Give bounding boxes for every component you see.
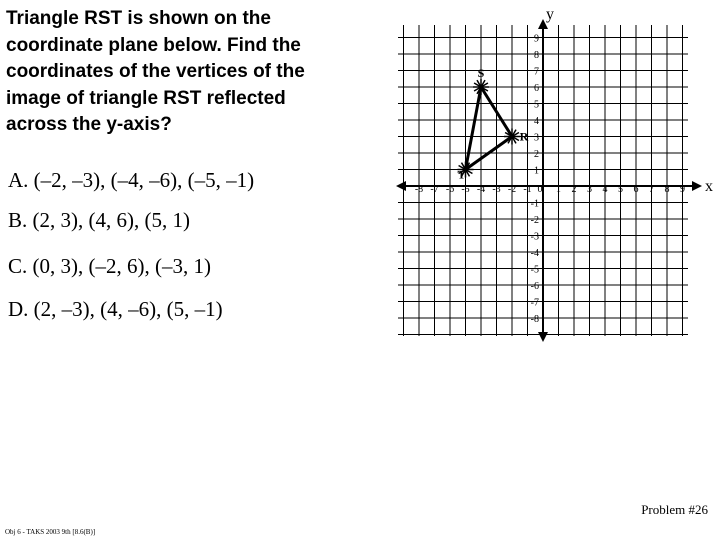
x-tick-label: 8 <box>664 184 670 195</box>
y-tick-label: -1 <box>530 198 539 210</box>
choice-b-label: B. <box>8 208 28 232</box>
x-tick-label: -7 <box>430 184 439 195</box>
x-tick-label: -5 <box>461 184 470 195</box>
x-axis-label: x <box>705 178 713 195</box>
x-tick-label: 6 <box>633 184 639 195</box>
x-tick-label: -6 <box>445 184 455 195</box>
y-tick-label: 2 <box>534 149 539 160</box>
y-tick-label: 1 <box>534 165 539 177</box>
x-tick-label: 0 <box>537 184 543 195</box>
choice-a-text: (–2, –3), (–4, –6), (–5, –1) <box>33 168 255 192</box>
y-tick-label: -8 <box>530 314 539 325</box>
y-tick-label: 7 <box>534 66 539 78</box>
y-tick-label: -3 <box>530 231 539 243</box>
triangle-outline <box>466 87 513 170</box>
x-tick-label: -8 <box>414 184 424 195</box>
question-text: Triangle RST is shown on the coordinate plane below. Find the coordinates of the vertices of the image of triangle RST reflected across the y-axis? <box>6 8 305 135</box>
x-tick-label: 1 <box>556 184 561 195</box>
vertex-label-t: T <box>457 167 466 182</box>
vertex-point-s <box>479 85 484 90</box>
vertex-label-r: R <box>519 129 529 144</box>
y-tick-label: 8 <box>534 50 539 61</box>
y-tick-label: 3 <box>534 132 539 144</box>
y-tick-label: -2 <box>530 215 539 226</box>
triangle-rst <box>457 66 528 182</box>
y-tick-label: 4 <box>534 116 539 127</box>
x-tick-label: 7 <box>649 184 654 195</box>
vertex-point-r <box>510 134 515 139</box>
y-tick-label: 5 <box>534 99 539 111</box>
x-tick-label: 3 <box>587 184 592 195</box>
x-tick-label: -3 <box>492 184 501 195</box>
x-tick-label: -2 <box>507 184 517 195</box>
tick-labels <box>415 34 685 326</box>
y-tick-label: -4 <box>530 248 539 259</box>
choice-b-text: (2, 3), (4, 6), (5, 1) <box>32 208 190 232</box>
choice-c-text: (0, 3), (–2, 6), (–3, 1) <box>32 254 211 278</box>
vertex-label-s: S <box>477 66 485 80</box>
x-axis-arrow-right <box>692 181 702 191</box>
x-tick-label: 4 <box>602 184 608 195</box>
axes <box>396 6 713 342</box>
y-tick-label: 9 <box>534 33 539 45</box>
choice-d-label: D. <box>8 297 29 321</box>
x-tick-label: 9 <box>680 184 685 195</box>
choice-c-label: C. <box>8 254 28 278</box>
x-tick-label: 2 <box>571 184 577 195</box>
problem-number: Problem #26 <box>641 502 708 517</box>
y-tick-label: -7 <box>530 297 539 309</box>
footer-source: Obj 6 - TAKS 2003 9th [8.6(B)] <box>5 528 96 536</box>
y-tick-label: -5 <box>530 264 539 276</box>
x-tick-label: -1 <box>523 184 532 195</box>
x-axis-arrow-left <box>396 181 406 191</box>
y-axis-label: y <box>546 6 554 23</box>
choice-d-text: (2, –3), (4, –6), (5, –1) <box>33 297 223 321</box>
y-axis-arrow-down <box>538 332 548 342</box>
choice-a-label: A. <box>8 168 29 192</box>
y-tick-label: -6 <box>530 281 539 292</box>
y-tick-label: 6 <box>534 83 539 94</box>
x-tick-label: 5 <box>618 184 623 195</box>
x-tick-label: -4 <box>476 184 486 195</box>
